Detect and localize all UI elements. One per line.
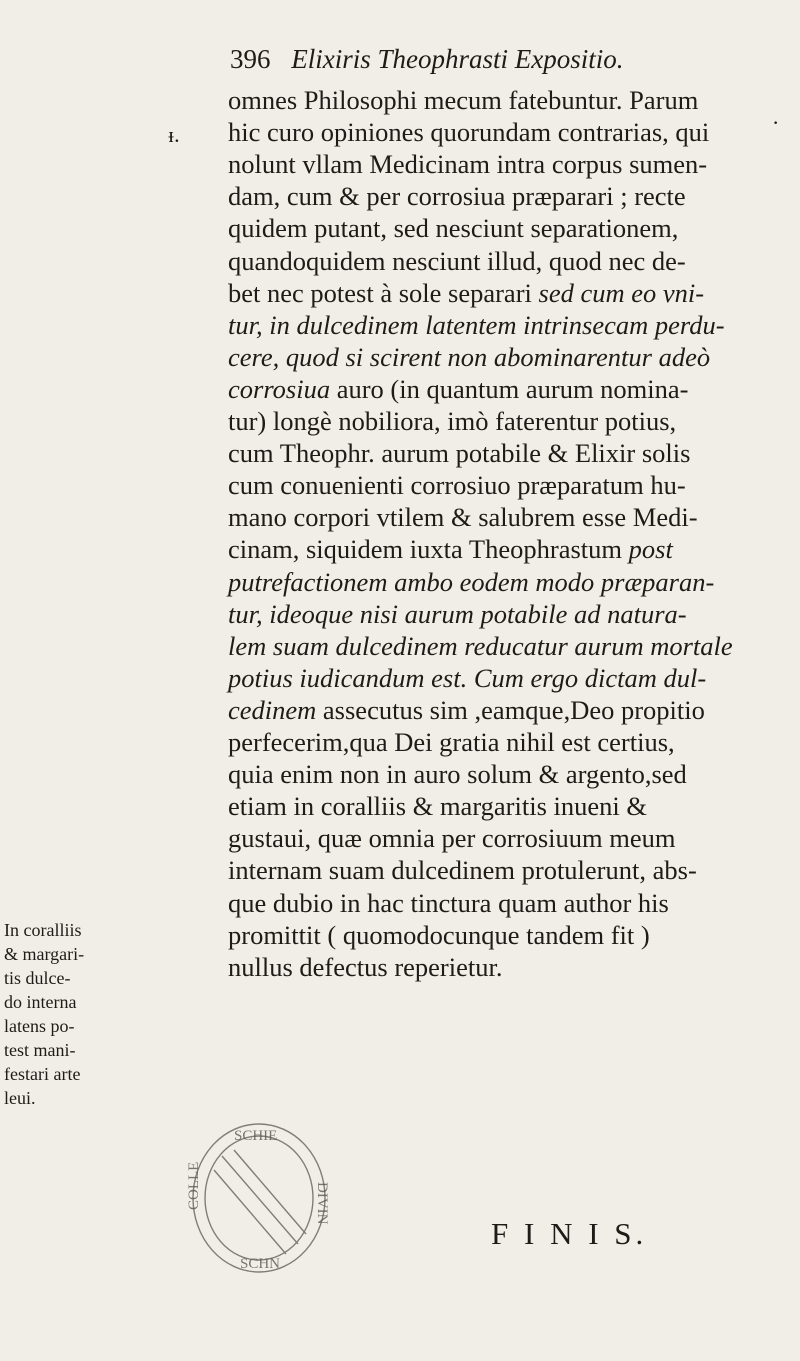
ink-speck-mark: ᵻ. [168, 122, 180, 147]
stamp-bottom-text: SCHN [240, 1256, 281, 1272]
stamp-left-text: COLLE [186, 1161, 202, 1210]
page-number: 396 [230, 44, 271, 74]
text-line [228, 758, 687, 790]
text-segment: gustaui, quæ omnia per corrosiuum meum [228, 823, 676, 854]
text-line [228, 630, 733, 662]
text-line [228, 919, 650, 951]
text-segment: corrosiua [228, 373, 331, 404]
text-segment: sed cum eo vni- [538, 277, 705, 308]
text-line [228, 662, 706, 694]
text-line [228, 341, 710, 373]
text-segment: hic curo opiniones quorundam contrarias, qui [228, 117, 710, 148]
text-segment: putrefactionem ambo eodem modo præparan- [228, 566, 715, 597]
text-segment: perfecerim,qua Dei gratia nihil est certius, [228, 727, 675, 757]
text-segment: lem suam dulcedinem reducatur aurum mortale [228, 630, 733, 661]
text-segment: mano corpori vtilem & salubrem esse Medi- [228, 502, 698, 533]
text-segment: cum Theophr. aurum potabile & Elixir solis [228, 438, 691, 469]
text-segment: que dubio in hac tinctura quam author his [228, 887, 669, 918]
finis: F I N I S. [491, 1216, 648, 1251]
text-segment: bet nec potest à sole separari [228, 277, 539, 308]
text-line [228, 212, 678, 244]
text-segment: cum conuenienti corrosiuo præparatum hu- [228, 470, 686, 501]
ink-speck-mark-right: · [772, 110, 780, 135]
text-segment: tur, ideoque nisi aurum potabile ad natura- [228, 598, 687, 629]
running-header [230, 44, 624, 75]
text-line [228, 566, 714, 598]
text-line [228, 790, 647, 822]
text-line [228, 277, 704, 309]
stamp-right-text: DIVIN [314, 1182, 330, 1225]
text-segment: cere, quod si scirent non abominarentur adeò [228, 341, 711, 372]
text-line [228, 598, 687, 630]
text-line [228, 84, 698, 116]
text-segment: nullus defectus reperietur. [228, 951, 503, 982]
text-segment: auro (in quantum aurum nomina- [330, 373, 689, 404]
text-segment: cedinem [228, 694, 317, 725]
text-segment: dam, cum & per corrosiua præparari ; recte [228, 181, 686, 212]
marginal-note: In coralliis & margari- tis dulce- do interna latens po- test mani- festari arte leui. [4, 920, 85, 1108]
library-stamp [186, 1118, 332, 1278]
text-segment: internam suam dulcedinem protulerunt, abs- [228, 855, 697, 886]
stamp-top-text: SCHIE [234, 1128, 278, 1144]
text-line [228, 694, 705, 726]
text-segment: quia enim non in auro solum & argento,sed [228, 759, 687, 790]
text-line [228, 887, 669, 919]
text-segment: quidem putant, sed nesciunt separationem, [228, 213, 679, 244]
text-line [228, 501, 698, 533]
text-segment: post [628, 534, 673, 565]
text-segment: quandoquidem nesciunt illud, quod nec de- [228, 245, 686, 276]
text-segment: potius iudicandum est. Cum ergo dictam dul- [228, 662, 707, 693]
text-line [228, 822, 676, 854]
text-line [228, 245, 686, 277]
text-line [228, 148, 707, 180]
text-line [228, 373, 689, 405]
text-line [228, 533, 673, 565]
text-segment: tur) longè nobiliora, imò faterentur potius, [228, 406, 677, 436]
text-line [228, 469, 686, 501]
text-line [228, 180, 686, 212]
text-segment: cinam, siquidem iuxta Theophrastum [228, 534, 629, 565]
text-segment: omnes Philosophi mecum fatebuntur. Parum [228, 85, 699, 115]
text-line [228, 951, 502, 983]
running-title: Elixiris Theophrasti Expositio. [291, 44, 624, 74]
text-segment: etiam in coralliis & margaritis inueni & [228, 791, 648, 822]
text-line [228, 405, 676, 437]
text-segment: promittit ( quomodocunque tandem fit ) [228, 919, 650, 950]
text-segment: tur, in dulcedinem latentem intrinsecam perdu- [228, 309, 725, 340]
text-segment: assecutus sim ,eamque,Deo propitio [316, 694, 705, 725]
text-line [228, 309, 725, 341]
text-line [228, 116, 709, 148]
text-line [228, 854, 697, 886]
text-line [228, 437, 690, 469]
text-line [228, 726, 675, 758]
text-segment: nolunt vllam Medicinam intra corpus sumen- [228, 149, 708, 180]
